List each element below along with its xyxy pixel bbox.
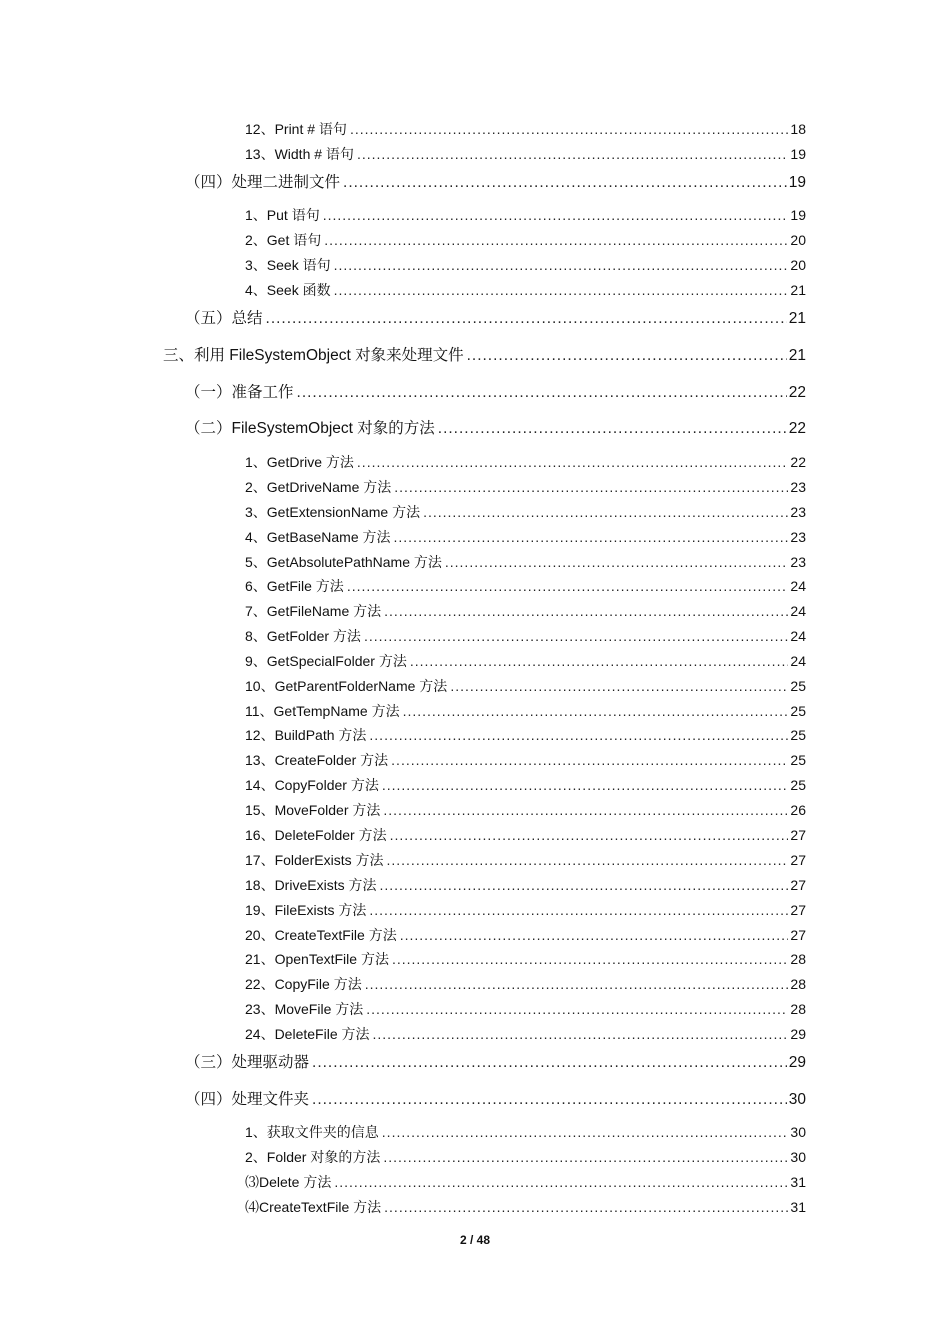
toc-entry-title: 3、GetExtensionName 方法	[245, 504, 421, 520]
toc-entry-title: 10、GetParentFolderName 方法	[245, 678, 448, 694]
toc-entry[interactable]	[245, 552, 806, 572]
toc-entry-page-number: 27	[790, 927, 806, 943]
page-indicator: 2 / 48	[459, 1233, 491, 1247]
dot-leader	[410, 653, 789, 669]
toc-entry-title: 24、DeleteFile 方法	[245, 1026, 370, 1042]
toc-entry-title: 8、GetFolder 方法	[245, 628, 361, 644]
toc-entry-page-number: 25	[790, 678, 806, 694]
toc-entry-title: （二）FileSystemObject 对象的方法	[185, 420, 435, 437]
toc-entry[interactable]	[245, 119, 806, 139]
toc-entry-page-number: 21	[788, 310, 806, 327]
toc-entry-page-number: 29	[788, 1054, 806, 1071]
toc-entry[interactable]	[245, 144, 806, 164]
toc-entry-page-number: 27	[790, 852, 806, 868]
toc-entry-title: 13、Width # 语句	[245, 146, 354, 162]
toc-entry[interactable]	[245, 999, 806, 1019]
toc-entry-page-number: 31	[790, 1199, 806, 1215]
dot-leader	[392, 951, 788, 967]
toc-entry-title: 1、获取文件夹的信息	[245, 1124, 379, 1140]
toc-entry-title: 9、GetSpecialFolder 方法	[245, 653, 407, 669]
dot-leader	[384, 603, 788, 619]
dot-leader	[357, 454, 789, 470]
dot-leader	[450, 678, 788, 694]
toc-entry-title: （三）处理驱动器	[185, 1054, 310, 1071]
toc-entry[interactable]	[245, 601, 806, 621]
toc-entry-page-number: 22	[788, 384, 806, 401]
dot-leader	[266, 310, 787, 328]
toc-entry-page-number: 28	[790, 1001, 806, 1017]
toc-entry-title: 22、CopyFile 方法	[245, 976, 362, 992]
toc-entry[interactable]	[245, 576, 806, 596]
dot-leader	[366, 1001, 788, 1017]
toc-entry-page-number: 28	[790, 976, 806, 992]
toc-entry-page-number: 18	[790, 121, 806, 137]
toc-entry-title: 12、BuildPath 方法	[245, 727, 367, 743]
toc-entry[interactable]	[245, 651, 806, 671]
toc-entry-title: 2、Folder 对象的方法	[245, 1149, 381, 1165]
toc-entry-page-number: 24	[790, 603, 806, 619]
toc-entry[interactable]	[245, 230, 806, 250]
toc-entry-page-number: 21	[790, 282, 806, 298]
toc-entry[interactable]	[245, 825, 806, 845]
dot-leader	[343, 174, 787, 192]
toc-entry-title: 4、Seek 函数	[245, 282, 331, 298]
toc-entry-page-number: 30	[790, 1149, 806, 1165]
toc-entry[interactable]	[245, 974, 806, 994]
toc-entry[interactable]	[245, 1147, 806, 1167]
toc-entry-page-number: 25	[790, 703, 806, 719]
toc-entry-title: 2、GetDriveName 方法	[245, 479, 392, 495]
toc-entry-title: 17、FolderExists 方法	[245, 852, 384, 868]
toc-entry-page-number: 23	[790, 529, 806, 545]
dot-leader	[323, 207, 789, 223]
toc-entry-title: 19、FileExists 方法	[245, 902, 367, 918]
toc-entry-page-number: 25	[790, 752, 806, 768]
toc-entry-page-number: 30	[790, 1124, 806, 1140]
dot-leader	[334, 257, 789, 273]
toc-entry[interactable]	[163, 343, 806, 365]
toc-entry-title: 4、GetBaseName 方法	[245, 529, 391, 545]
toc-entry-title: 12、Print # 语句	[245, 121, 347, 137]
toc-entry-title: 6、GetFile 方法	[245, 578, 344, 594]
dot-leader	[382, 1124, 789, 1140]
toc-entry-page-number: 25	[790, 727, 806, 743]
dot-leader	[365, 976, 789, 992]
dot-leader	[350, 121, 788, 137]
dot-leader	[383, 802, 788, 818]
dot-leader	[382, 777, 789, 793]
toc-entry-page-number: 19	[790, 146, 806, 162]
toc-entry-title: （一）准备工作	[185, 384, 294, 401]
toc-entry[interactable]	[245, 800, 806, 820]
toc-entry-title: 5、GetAbsolutePathName 方法	[245, 554, 442, 570]
dot-leader	[467, 347, 787, 365]
toc-entry-page-number: 23	[790, 554, 806, 570]
dot-leader	[373, 1026, 789, 1042]
toc-entry-page-number: 30	[788, 1091, 806, 1108]
toc-entry[interactable]	[245, 280, 806, 300]
toc-entry[interactable]	[185, 170, 806, 192]
dot-leader	[394, 479, 788, 495]
toc-entry[interactable]	[245, 750, 806, 770]
toc-entry[interactable]	[245, 875, 806, 895]
toc-entry-title: 7、GetFileName 方法	[245, 603, 382, 619]
toc-entry-title: 18、DriveExists 方法	[245, 877, 377, 893]
toc-entry[interactable]	[245, 925, 806, 945]
toc-entry-title: 15、MoveFolder 方法	[245, 802, 381, 818]
toc-entry-page-number: 27	[790, 877, 806, 893]
toc-entry-page-number: 20	[790, 232, 806, 248]
toc-entry-title: 2、Get 语句	[245, 232, 322, 248]
toc-entry[interactable]	[245, 452, 806, 472]
toc-entry[interactable]	[245, 725, 806, 745]
toc-entry[interactable]	[245, 502, 806, 522]
toc-entry-title: ⑶Delete 方法	[245, 1174, 332, 1190]
toc-entry-title: ⑷CreateTextFile 方法	[245, 1199, 382, 1215]
dot-leader	[403, 703, 789, 719]
dot-leader	[334, 1174, 788, 1190]
toc-entry-title: 1、Put 语句	[245, 207, 320, 223]
toc-entry[interactable]	[245, 676, 806, 696]
toc-entry-page-number: 24	[790, 578, 806, 594]
toc-entry-page-number: 19	[788, 174, 806, 191]
dot-leader	[369, 902, 788, 918]
toc-entry-page-number: 21	[788, 347, 806, 364]
toc-entry-page-number: 22	[788, 420, 806, 437]
page-footer	[0, 1233, 950, 1247]
toc-entry-page-number: 25	[790, 777, 806, 793]
dot-leader	[386, 852, 788, 868]
dot-leader	[324, 232, 788, 248]
toc-entry[interactable]	[245, 1024, 806, 1044]
dot-leader	[379, 877, 788, 893]
toc-entry-page-number: 31	[790, 1174, 806, 1190]
toc-entry[interactable]	[185, 1050, 806, 1072]
toc-entry-title: 3、Seek 语句	[245, 257, 331, 273]
toc-entry[interactable]	[185, 416, 806, 438]
toc-entry-page-number: 26	[790, 802, 806, 818]
toc-entry-title: 1、GetDrive 方法	[245, 454, 354, 470]
toc-entry-page-number: 24	[790, 653, 806, 669]
toc-entry[interactable]	[245, 1172, 806, 1192]
dot-leader	[312, 1054, 787, 1072]
toc-entry-title: （四）处理二进制文件	[185, 174, 341, 191]
toc-entry-title: 11、GetTempName 方法	[245, 703, 400, 719]
toc-entry-title: 三、利用 FileSystemObject 对象来处理文件	[163, 347, 464, 364]
dot-leader	[357, 146, 788, 162]
toc-entry[interactable]	[185, 380, 806, 402]
dot-leader	[400, 927, 789, 943]
toc-entry[interactable]	[245, 527, 806, 547]
toc-entry[interactable]	[245, 900, 806, 920]
dot-leader	[423, 504, 788, 520]
toc-entry[interactable]	[245, 850, 806, 870]
toc-entry-page-number: 22	[790, 454, 806, 470]
toc-entry-page-number: 23	[790, 504, 806, 520]
toc-entry[interactable]	[245, 701, 806, 721]
toc-entry-title: 16、DeleteFolder 方法	[245, 827, 387, 843]
toc-entry-page-number: 19	[790, 207, 806, 223]
dot-leader	[394, 529, 789, 545]
toc-entry-title: （五）总结	[185, 310, 263, 327]
toc-entry-title: 23、MoveFile 方法	[245, 1001, 364, 1017]
dot-leader	[297, 384, 787, 402]
dot-leader	[438, 420, 787, 438]
toc-entry[interactable]	[245, 1122, 806, 1142]
dot-leader	[369, 727, 788, 743]
dot-leader	[334, 282, 789, 298]
toc-entry-page-number: 27	[790, 902, 806, 918]
toc-entry[interactable]	[245, 626, 806, 646]
toc-entry-title: 21、OpenTextFile 方法	[245, 951, 389, 967]
toc-entry[interactable]	[185, 1087, 806, 1109]
toc-entry-title: 13、CreateFolder 方法	[245, 752, 389, 768]
toc-entry-page-number: 23	[790, 479, 806, 495]
toc-entry-page-number: 20	[790, 257, 806, 273]
toc-entry-title: （四）处理文件夹	[185, 1091, 310, 1108]
dot-leader	[390, 827, 789, 843]
toc-entry-title: 20、CreateTextFile 方法	[245, 927, 397, 943]
toc-entry[interactable]	[245, 775, 806, 795]
toc-entry-page-number: 28	[790, 951, 806, 967]
toc-entry[interactable]	[185, 306, 806, 328]
toc-entry-page-number: 27	[790, 827, 806, 843]
dot-leader	[391, 752, 788, 768]
dot-leader	[384, 1199, 788, 1215]
toc-entry-page-number: 29	[790, 1026, 806, 1042]
dot-leader	[383, 1149, 788, 1165]
toc-entry[interactable]	[245, 205, 806, 225]
dot-leader	[445, 554, 789, 570]
dot-leader	[347, 578, 789, 594]
toc-entry[interactable]	[245, 1197, 806, 1217]
dot-leader	[364, 628, 788, 644]
toc-entry[interactable]	[245, 255, 806, 275]
toc-entry-title: 14、CopyFolder 方法	[245, 777, 379, 793]
toc-entry[interactable]	[245, 477, 806, 497]
dot-leader	[312, 1091, 787, 1109]
toc-entry[interactable]	[245, 949, 806, 969]
toc-entry-page-number: 24	[790, 628, 806, 644]
